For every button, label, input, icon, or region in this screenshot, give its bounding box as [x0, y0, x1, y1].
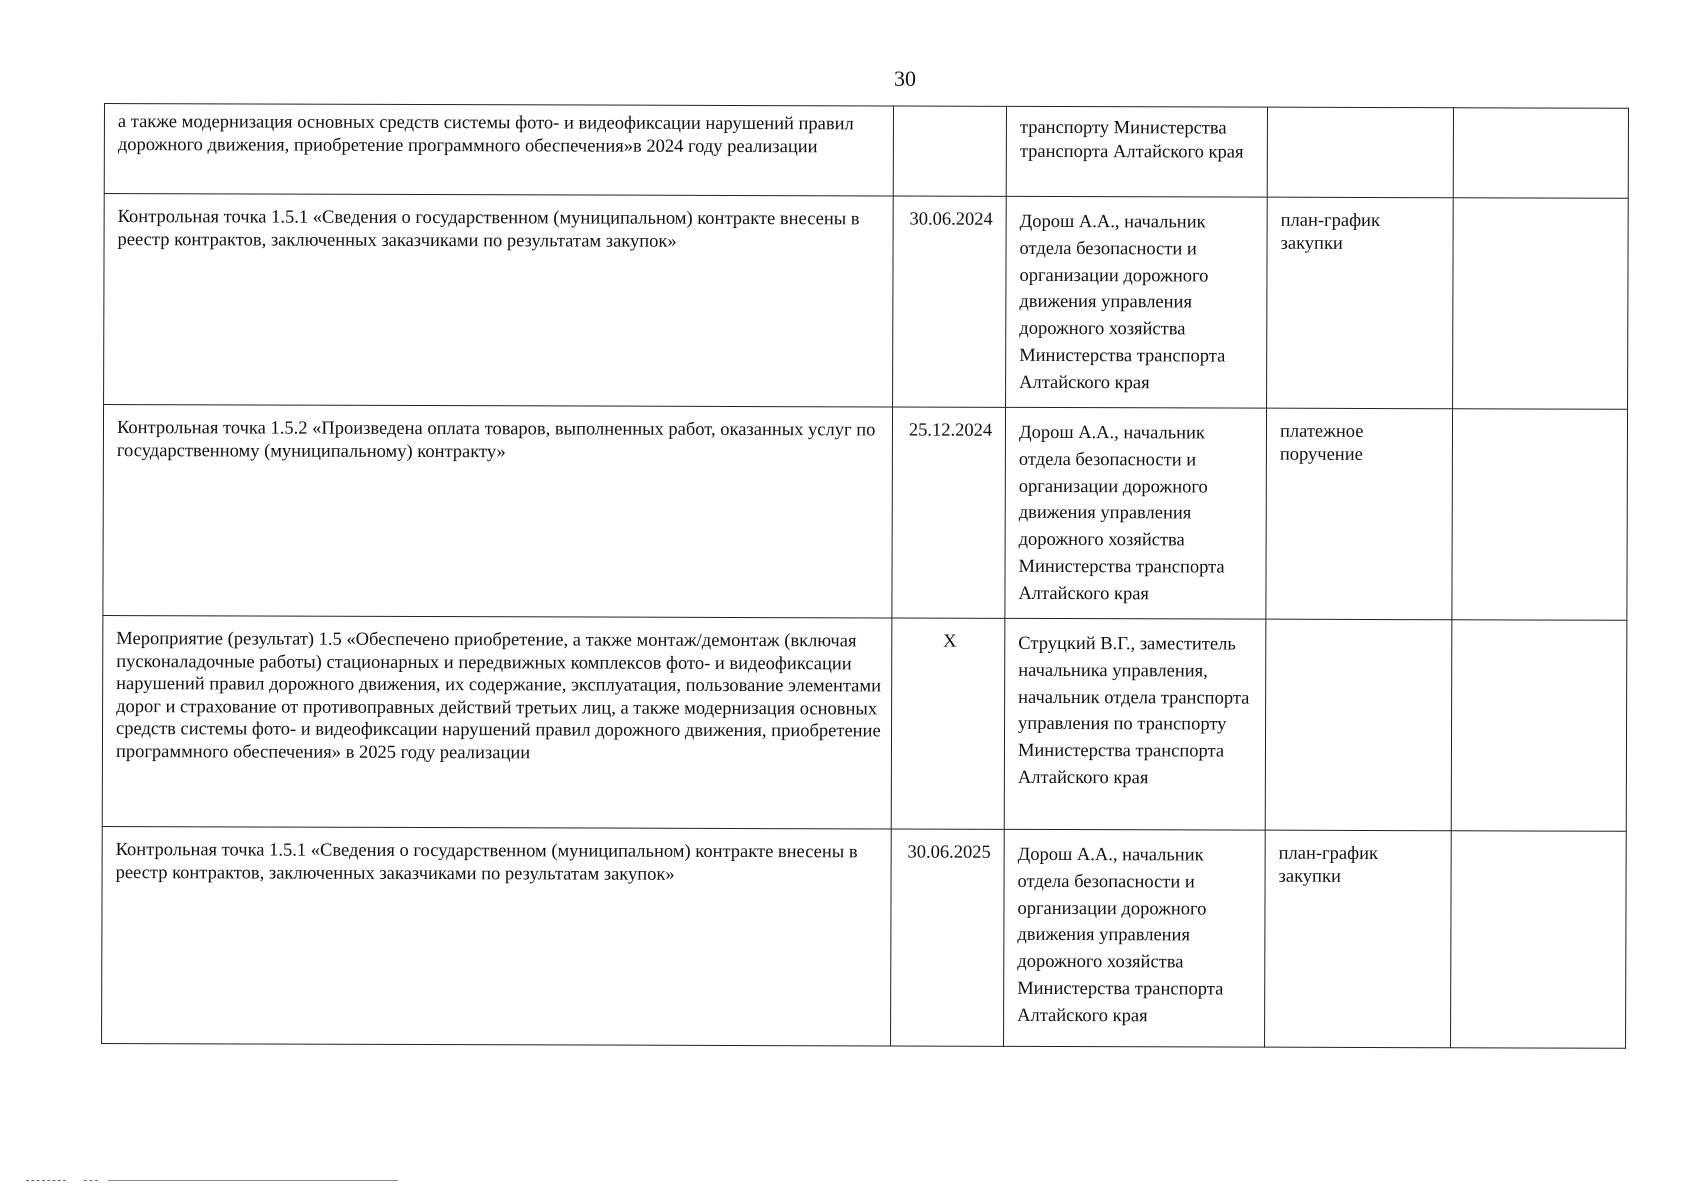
extra-cell	[1453, 198, 1629, 410]
event-name-cell: Контрольная точка 1.5.1 «Сведения о государственном (муниципальном) контракте внесены в реестр контрактов, заключенных заказчиками по результатам закупок»	[102, 826, 892, 1045]
event-name-cell: Контрольная точка 1.5.1 «Сведения о государственном (муниципальном) контракте внесены в реестр контрактов, заключенных заказчиками по результатам закупок»	[104, 194, 894, 407]
date-cell: X	[891, 618, 1005, 829]
table-row	[104, 194, 1629, 410]
table-row	[104, 104, 1628, 199]
date-cell: 25.12.2024	[892, 407, 1006, 618]
extra-cell	[1452, 409, 1628, 621]
document-cell	[1267, 107, 1453, 198]
extra-cell	[1453, 108, 1628, 199]
event-name-cell: Контрольная точка 1.5.2 «Произведена оплата товаров, выполненных работ, оказанных услуг по государственному (муниципальному) контракту»	[103, 405, 893, 618]
document-cell: платежное поручение	[1266, 408, 1453, 620]
extra-cell	[1451, 831, 1627, 1049]
page-number: 30	[894, 66, 916, 91]
scan-artifact-line	[108, 1180, 398, 1181]
document-cell	[1265, 619, 1452, 831]
document-cell: план-график закупки	[1267, 197, 1454, 409]
plan-table	[101, 103, 1629, 1049]
event-name-cell: а также модернизация основных средств системы фото- и видеофиксации нарушений правил дорожного движения, приобретение программного обеспечения»в 2024 году реализации	[104, 104, 893, 196]
extra-cell	[1451, 620, 1627, 832]
responsible-cell: транспорту Министерства транспорта Алтайского края	[1006, 106, 1267, 197]
table-row	[103, 405, 1628, 621]
date-cell: 30.06.2025	[891, 829, 1005, 1046]
table-row	[102, 615, 1627, 831]
responsible-cell: Струцкий В.Г., заместитель начальника управления, начальник отдела транспорта управления по транспорту Министерства транспорта Алтайского края	[1004, 618, 1266, 830]
scan-artifact-line	[26, 1180, 66, 1181]
responsible-cell: Дорош А.А., начальник отдела безопасности и организации дорожного движения управления дорожного хозяйства Министерства транспорта Алтайского края	[1004, 829, 1266, 1047]
date-cell: 30.06.2024	[893, 196, 1007, 407]
scan-artifact-line	[84, 1180, 98, 1181]
event-name-cell: Мероприятие (результат) 1.5 «Обеспечено приобретение, а также монтаж/демонтаж (включая пусконаладочные работы) стационарных и передвижных комплексов фото- и видеофиксации нарушений правил дорожного движения, их содержание, эксплуатация, пользование элементами дорог и страхование от противоправных действий третьих лиц, а также модернизация основных средств системы фото- и видеофиксации нарушений правил дорожного движения, приобретение программного обеспечения» в 2025 году реализации	[102, 615, 892, 828]
date-cell	[893, 106, 1006, 196]
responsible-cell: Дорош А.А., начальник отдела безопасности и организации дорожного движения управления дорожного хозяйства Министерства транспорта Алтайского края	[1006, 196, 1268, 408]
document-cell: план-график закупки	[1265, 830, 1452, 1048]
responsible-cell: Дорош А.А., начальник отдела безопасности и организации дорожного движения управления дорожного хозяйства Министерства транспорта Алтайского края	[1005, 407, 1267, 619]
table-row	[102, 826, 1627, 1048]
